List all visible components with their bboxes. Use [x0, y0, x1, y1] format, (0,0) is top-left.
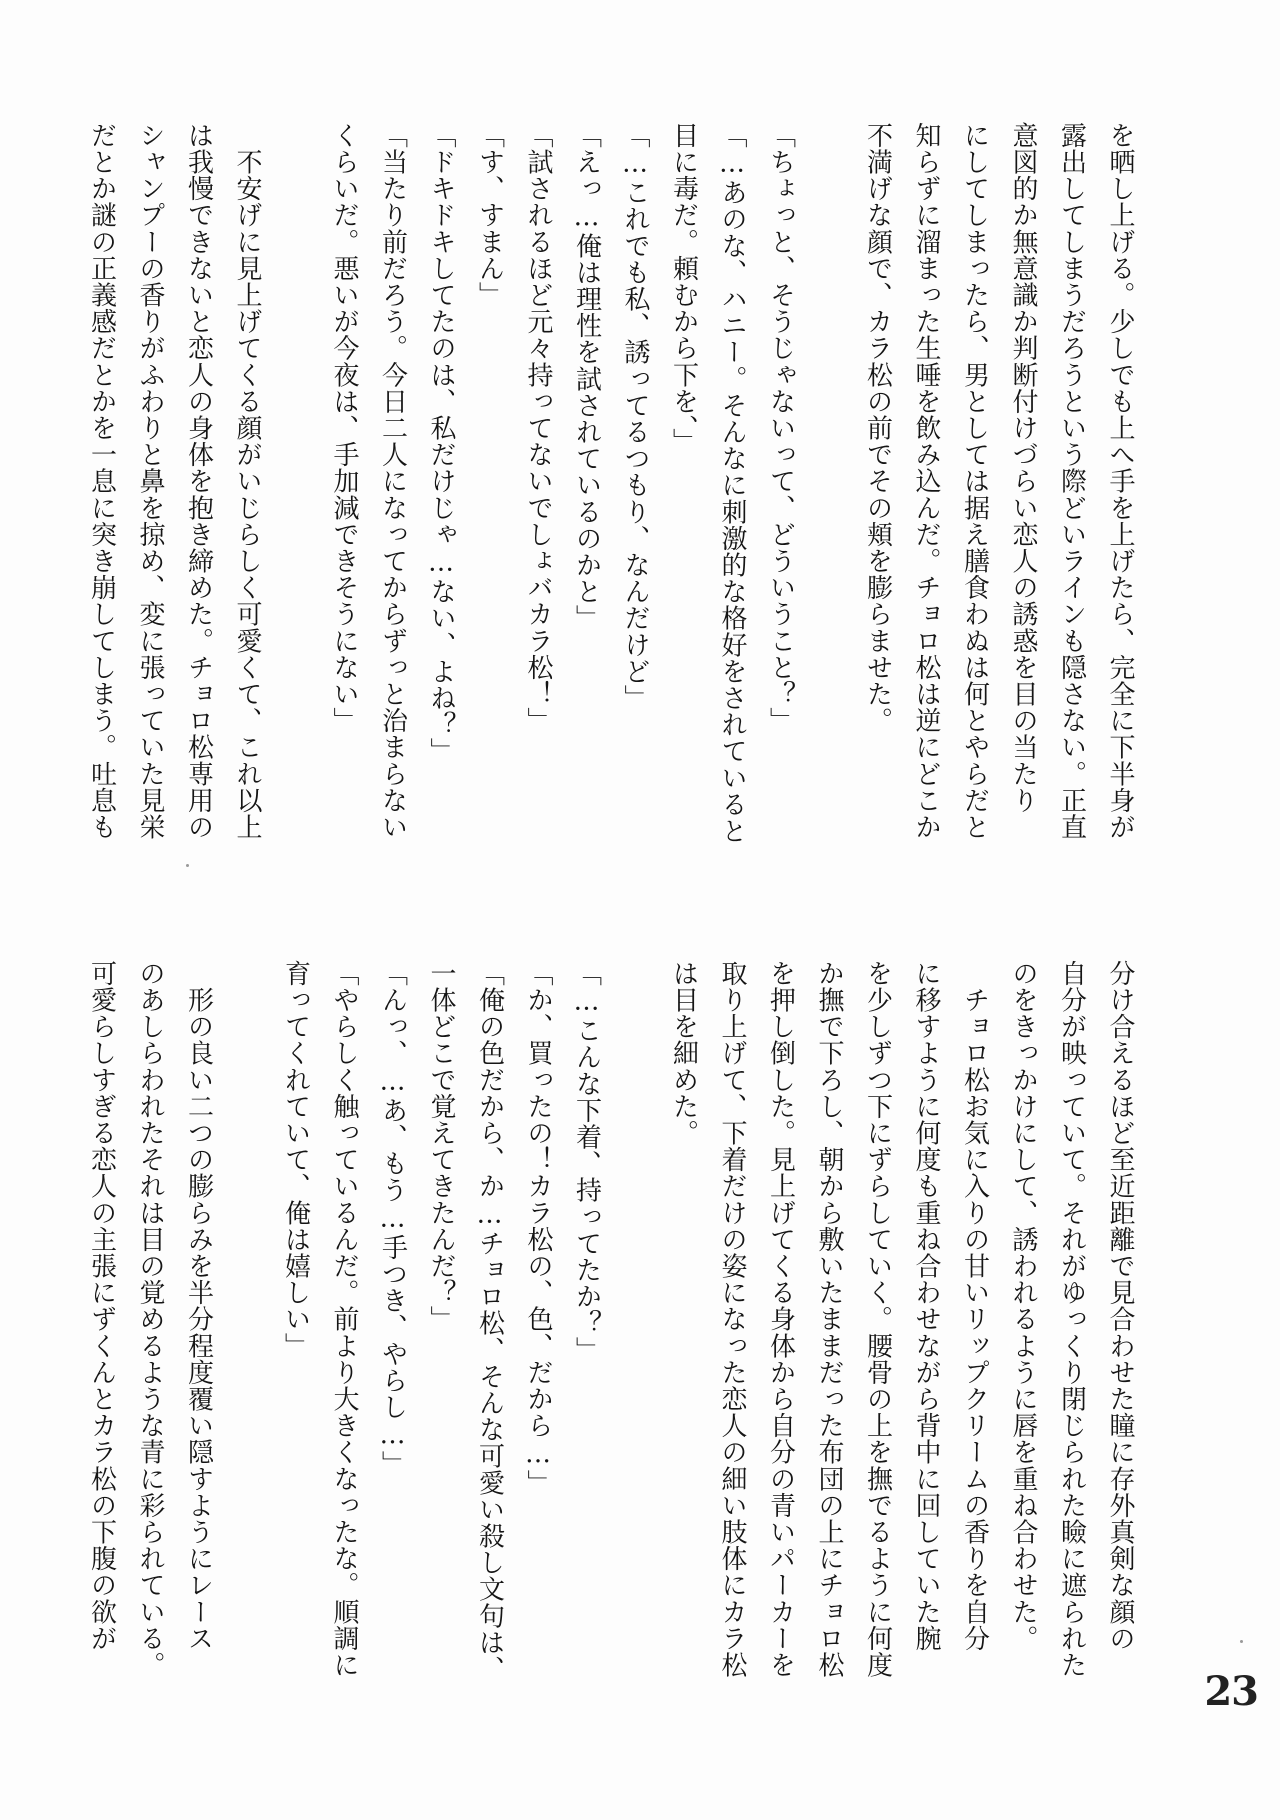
text-line: を少しずつ下にずらしていく。腰骨の上を撫でるように何度	[862, 960, 893, 1679]
text-line: 「か、買ったの！カラ松の、色、だから…」	[523, 960, 553, 1496]
text-line: 意図的か無意識か判断付けづらい恋人の誘惑を目の当たり	[1008, 122, 1038, 814]
text-line: 「やらしく触っているんだ。前より大きくなったな。順調に	[329, 960, 359, 1679]
text-line: 知らずに溜まった生唾を飲み込んだ。チョロ松は逆にどこか	[911, 122, 941, 841]
text-line: 可愛らしすぎる恋人の主張にずくんとカラ松の下腹の欲が	[86, 960, 117, 1652]
text-line: 「ちょっと、そうじゃないって、どういうこと？」	[765, 122, 796, 734]
text-line: 不満げな顔で、カラ松の前でその頬を膨らませた。	[862, 122, 893, 734]
text-line: に移すように何度も重ね合わせながら背中に回していた腕	[911, 960, 941, 1652]
text-line: 「俺の色だから、か…チョロ松、そんな可愛い殺し文句は、	[474, 960, 505, 1683]
text-line	[271, 122, 320, 902]
text-line: シャンプーの香りがふわりと鼻を掠め、変に張っていた見栄	[135, 122, 165, 841]
text-line: 一体どこで覚えてきたんだ？」	[426, 960, 456, 1333]
scan-speck	[1240, 1640, 1243, 1643]
text-line: 分け合えるほど至近距離で見合わせた瞳に存外真剣な顔の	[1105, 960, 1135, 1652]
text-line: 「…あのな、ハニー。そんなに刺激的な格好をされていると	[717, 122, 747, 845]
text-line: のをきっかけにして、誘われるように唇を重ね合わせた。	[1008, 960, 1038, 1652]
text-line: 取り上げて、下着だけの姿になった恋人の細い肢体にカラ松	[717, 960, 747, 1679]
text-line: くらいだ。悪いが今夜は、手加減できそうにない」	[329, 122, 359, 734]
text-line: は目を細めた。	[668, 960, 699, 1147]
text-line	[223, 960, 272, 1720]
text-line: 形の良い二つの膨らみを半分程度覆い隠すようにレース	[183, 960, 214, 1652]
lower-text-block	[86, 960, 1144, 1720]
text-line: 「…こんな下着、持ってたか？」	[571, 960, 602, 1363]
text-line: 「す、すまん」	[474, 122, 505, 309]
text-line: は我慢できないと恋人の身体を抱き締めた。チョロ松専用の	[183, 122, 214, 841]
text-line	[611, 960, 660, 1720]
text-line: 育ってくれていて、俺は嬉しい」	[280, 960, 311, 1359]
scan-speck	[186, 864, 189, 867]
text-line: 不安げに見上げてくる顔がいじらしく可愛くて、これ以上	[232, 122, 262, 841]
text-line: 露出してしまうだろうという際どいラインも隠さない。正直	[1056, 122, 1087, 841]
text-line: 「当たり前だろう。今日二人になってからずっと治まらない	[377, 122, 408, 841]
text-line: 「えっ…俺は理性を試されているのかと」	[571, 122, 602, 632]
text-line: 「んっ、…あ、もう…手つき、やらし…」	[377, 960, 408, 1478]
text-line: 目に毒だ。頼むから下を、」	[668, 122, 699, 455]
text-line: か撫で下ろし、朝から敷いたままだった布団の上にチョロ松	[814, 960, 844, 1679]
text-line: にしてしまったら、男としては据え膳食わぬは何とやらだと	[959, 122, 990, 841]
upper-text-block	[86, 122, 1144, 902]
text-line: 「試されるほど元々持ってないでしょバカラ松！」	[523, 122, 553, 734]
page-number: 23	[1204, 1668, 1258, 1715]
text-line: を晒し上げる。少しでも上へ手を上げたら、完全に下半身が	[1105, 122, 1135, 841]
text-line: だとか謎の正義感だとかを一息に突き崩してしまう。吐息も	[86, 122, 117, 841]
text-line: のあしらわれたそれは目の覚めるような青に彩られている。	[135, 960, 165, 1679]
text-line: を押し倒した。見上げてくる身体から自分の青いパーカーを	[765, 960, 796, 1679]
text-line: チョロ松お気に入りの甘いリップクリームの香りを自分	[959, 960, 990, 1652]
text-line: 自分が映っていて。それがゆっくり閉じられた瞼に遮られた	[1056, 960, 1087, 1679]
text-line: 「ドキドキしてたのは、私だけじゃ…ない、よね？」	[426, 122, 456, 765]
text-line	[805, 122, 854, 902]
text-line: 「…これでも私、誘ってるつもり、なんだけど」	[620, 122, 650, 712]
